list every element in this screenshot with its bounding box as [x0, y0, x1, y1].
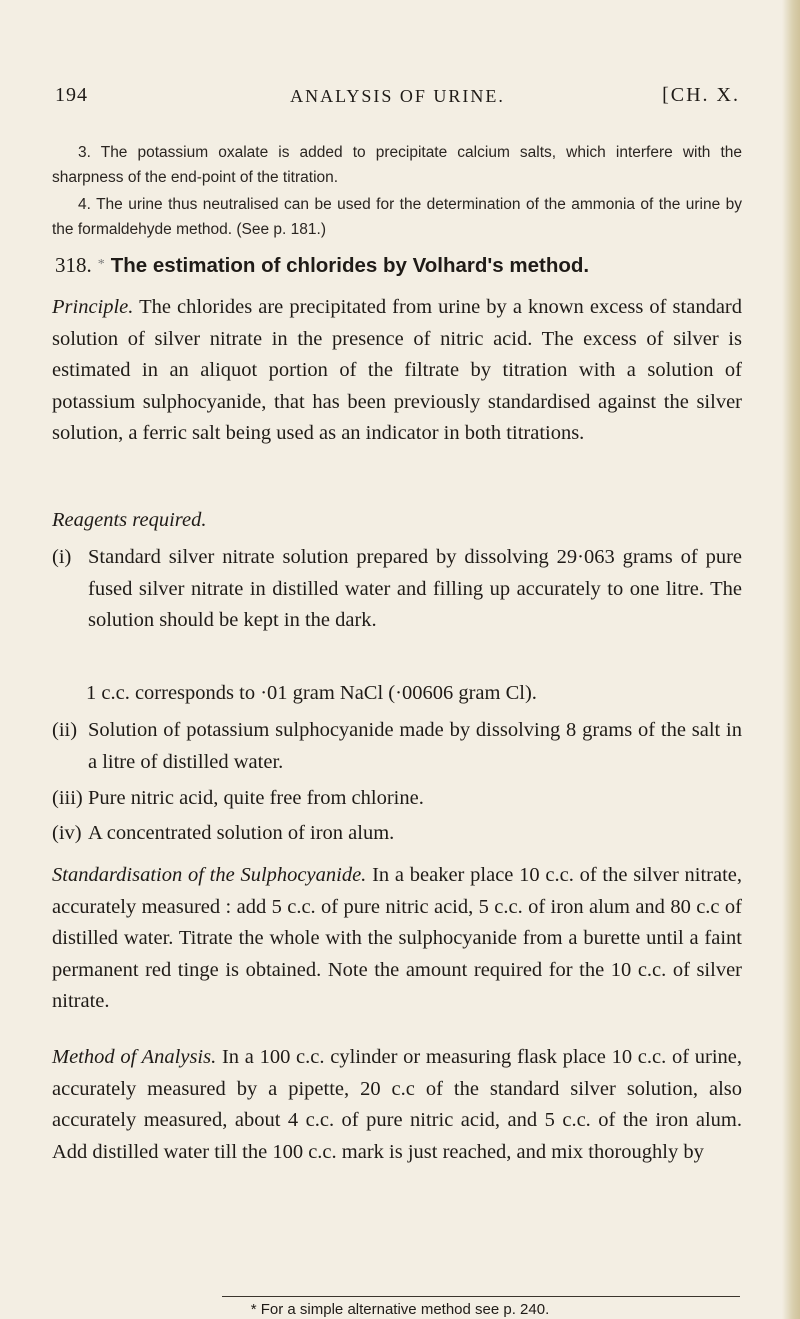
running-header	[55, 84, 740, 118]
reagent-item-3: (iii) Pure nitric acid, quite free from chlorine.	[52, 787, 424, 809]
reagents-heading: Reagents required.	[52, 509, 207, 531]
note-3: 3. The potassium oxalate is added to precipitate calcium salts, which interfere with the sharpness of the end-point of the titration.	[52, 144, 742, 186]
principle-lead: Principle.	[52, 296, 134, 318]
page-edge-shadow	[782, 0, 800, 1319]
reagent-item-1: (i) Standard silver nitrate solution prepared by dissolving 29·063 grams of pure fused silver nitrate in distilled water and filling up accurately to one litre. The solution should be kept in the dark.	[52, 546, 742, 631]
footnote-rule	[222, 1296, 740, 1297]
section-title: The estimation of chlorides by Volhard's method.	[110, 254, 590, 277]
chapter-label: [CH. X.	[662, 84, 740, 106]
principle-text: The chlorides are precipitated from urine by a known excess of standard solution of silver nitrate in the presence of nitric acid. The excess of silver is estimated in an aliquot portion of the filtrate by titration with a solution of potassium sulphocyanide, that has been previously standardised against the silver solution, a ferric salt being used as an indicator in both titrations.	[52, 296, 742, 444]
section-number: 318.	[55, 253, 92, 277]
principle-paragraph	[52, 292, 742, 450]
note-4: 4. The urine thus neutralised can be used for the determination of the ammonia of the urine by the formaldehyde method. (See p. 181.)	[52, 196, 742, 238]
footnote-marker: *	[97, 257, 105, 272]
method-text: In a 100 c.c. cylinder or measuring flask place 10 c.c. of urine, accurately measured by a pipette, 20 c.c of the standard silver solution, also accurately measured, about 4 c.c. of pure nitric acid, and 5 c.c. of the iron alum. Add distilled water till the 100 c.c. mark is just reached, and mix thoroughly by	[52, 1046, 743, 1163]
running-title: ANALYSIS OF URINE.	[290, 86, 505, 106]
method-lead: Method of Analysis.	[52, 1046, 217, 1068]
method-paragraph	[52, 1042, 742, 1168]
reagent-item-4: (iv) A concentrated solution of iron alum.	[52, 822, 395, 844]
section-heading	[55, 250, 755, 281]
standardisation-lead: Standardisation of the Sulphocyanide.	[52, 864, 367, 886]
footnote: * For a simple alternative method see p. 240.	[250, 1301, 550, 1318]
standardisation-paragraph	[52, 860, 742, 1018]
equivalence-line: 1 c.c. corresponds to ·01 gram NaCl (·00606 gram Cl).	[86, 682, 537, 704]
page-number: 194	[55, 84, 88, 106]
standardisation-text: In a beaker place 10 c.c. of the silver nitrate, accurately measured : add 5 c.c. of pure nitric acid, 5 c.c. of iron alum and 80 c.c of distilled water. Titrate the whole with the sulphocyanide from a burette until a faint permanent red tinge is obtained. Note the amount required for the 10 c.c. of silver nitrate.	[52, 864, 743, 1012]
reagent-item-2: (ii) Solution of potassium sulphocyanide made by dissolving 8 grams of the salt in a litre of distilled water.	[52, 719, 742, 773]
